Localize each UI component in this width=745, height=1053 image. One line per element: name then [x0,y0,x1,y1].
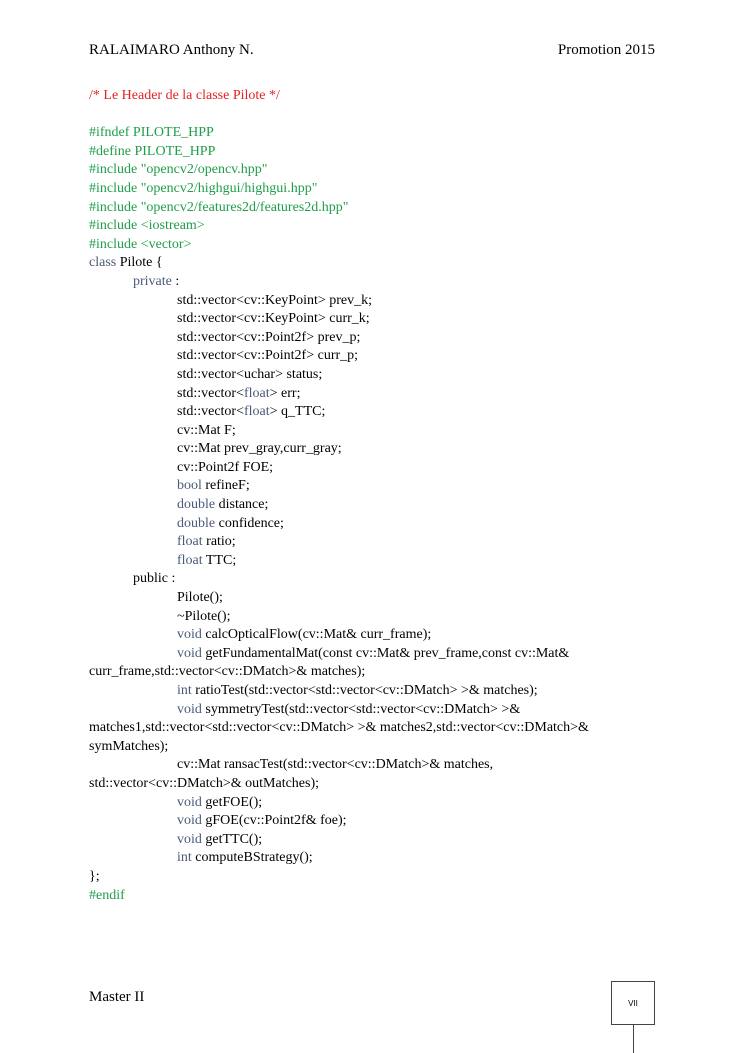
code-text: ratioTest(std::vector<std::vector<cv::DMatch> >& matches); [191,683,538,698]
keyword: int [177,850,192,866]
footer-label: Master II [89,989,145,1005]
keyword: float [177,534,203,550]
code-class-decl [89,254,659,273]
code-method-continuation: std::vector<cv::DMatch>& outMatches); [89,775,320,791]
colon: : [171,273,180,289]
code-define: #define PILOTE_HPP [89,143,216,159]
keyword: void [177,813,202,829]
keyword: float [244,385,270,401]
code-method: ~Pilote(); [177,608,231,624]
code-member [89,403,659,422]
keyword: float [244,404,270,420]
code-member: std::vector<cv::KeyPoint> prev_k; [177,292,373,308]
keyword: private [133,273,172,289]
code-method: cv::Mat ransacTest(std::vector<cv::DMatch>& matches, [177,757,494,773]
keyword: int [177,683,192,698]
code-ifndef: #ifndef PILOTE_HPP [89,125,214,141]
code-text: getFOE(); [201,794,263,810]
keyword: void [177,645,202,661]
code-include-highgui: #include "opencv2/highgui/highgui.hpp" [89,180,318,196]
code-method [89,849,659,868]
code-text: getTTC(); [201,831,263,847]
keyword: void [177,701,202,717]
code-method [89,626,659,645]
code-text: > q_TTC; [269,404,326,420]
code-include-opencv: #include "opencv2/opencv.hpp" [89,162,268,178]
code-text: computeBStrategy(); [191,850,313,866]
code-text: std::vector< [177,385,244,401]
code-text: refineF; [201,478,250,494]
code-method [89,831,659,850]
code-text: confidence; [215,515,284,531]
code-endif: #endif [89,887,125,903]
code-listing [89,87,659,905]
code-member [89,385,659,404]
keyword: bool [177,478,202,494]
code-text: symmetryTest(std::vector<std::vector<cv::DMatch> >& [201,701,521,717]
code-include-vector: #include <vector> [89,236,192,252]
code-method [89,682,659,701]
code-text: calcOpticalFlow(cv::Mat& curr_frame); [201,627,432,643]
code-member [89,496,659,515]
code-method-continuation: symMatches); [89,738,169,754]
keyword: double [177,497,216,513]
code-member: std::vector<cv::Point2f> curr_p; [177,348,359,364]
code-include-features2d: #include "opencv2/features2d/features2d.hpp" [89,199,349,215]
code-method [89,812,659,831]
keyword: void [177,627,202,643]
keyword: class [89,255,117,271]
code-member [89,477,659,496]
code-member: std::vector<uchar> status; [177,366,323,382]
code-member: cv::Mat F; [177,422,236,438]
code-member [89,552,659,571]
page-number-box [611,981,655,1025]
code-private-label [89,273,659,292]
page-number-stem [633,1024,634,1053]
keyword: void [177,794,202,810]
code-class-close: }; [89,868,100,884]
code-method [89,701,659,720]
code-method [89,645,659,664]
code-public-label: public : [133,571,176,587]
code-text: gFOE(cv::Point2f& foe); [201,813,347,829]
header-author: RALAIMARO Anthony N. [89,42,254,58]
code-member: std::vector<cv::KeyPoint> curr_k; [177,311,370,327]
page-number: VII [628,998,638,1008]
code-method-continuation: matches1,std::vector<std::vector<cv::DMatch> >& matches2,std::vector<cv::DMatch>& [89,720,589,736]
code-member: cv::Point2f FOE; [177,459,274,475]
code-method [89,794,659,813]
code-include-iostream: #include <iostream> [89,218,205,234]
code-method-continuation: curr_frame,std::vector<cv::DMatch>& matches); [89,664,366,680]
code-text: TTC; [202,552,237,568]
keyword: double [177,515,216,531]
keyword: void [177,831,202,847]
code-text: std::vector< [177,404,244,420]
code-text: distance; [215,497,269,513]
keyword: float [177,552,203,568]
code-text: getFundamentalMat(const cv::Mat& prev_frame,const cv::Mat& [201,645,570,661]
header-promotion: Promotion 2015 [557,42,655,58]
blank-line [89,106,659,125]
code-text: > err; [269,385,301,401]
code-text: ratio; [202,534,236,550]
code-comment: /* Le Header de la classe Pilote */ [89,88,280,103]
code-member [89,515,659,534]
code-method: Pilote(); [177,590,223,606]
code-member: cv::Mat prev_gray,curr_gray; [177,441,342,457]
class-name: Pilote { [116,255,163,271]
code-member: std::vector<cv::Point2f> prev_p; [177,329,361,345]
code-member [89,533,659,552]
